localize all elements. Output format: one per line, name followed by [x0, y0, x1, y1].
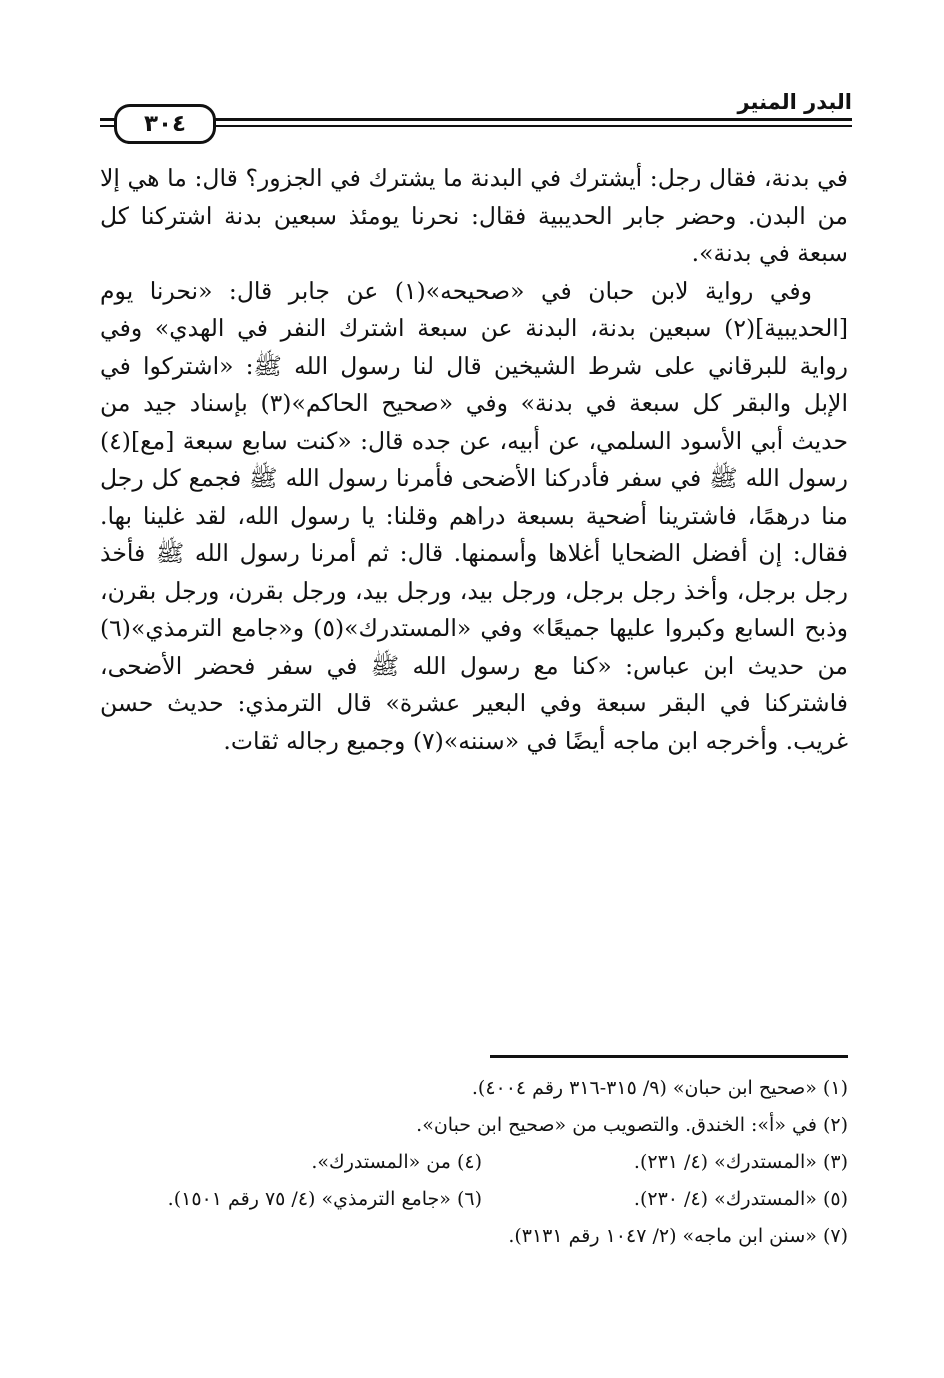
footnote-2: (٢) في «أ»: الخندق. والتصويب من «صحيح ابن حبان».	[416, 1114, 848, 1136]
page-header	[100, 88, 852, 140]
footnote-row-3-4	[100, 1144, 848, 1181]
footnote-5: (٥) «المستدرك» (٤/ ٢٣٠).	[633, 1188, 848, 1210]
book-title: البدر المنير	[737, 90, 852, 114]
paragraph-1: في بدنة، فقال رجل: أيشترك في البدنة ما يشترك في الجزور؟ قال: ما هي إلا من البدن. وحضر جابر الحديبية فقال: نحرنا يومئذ سبعين بدنة اشتركنا كل سبعة في بدنة».	[100, 164, 848, 267]
paragraph-2: وفي رواية لابن حبان في «صحيحه»(١) عن جابر قال: «نحرنا يوم [الحديبية](٢) سبعين بدنة، البدنة عن سبعة اشترك النفر في الهدي» وفي رواية للبرقاني على شرط الشيخين قال لنا رسول الله ﷺ: «اشتركوا في الإبل والبقر كل سبعة في بدنة» وفي «صحيح الحاكم»(٣) بإسناد جيد من حديث أبي الأسود السلمي، عن أبيه، عن جده قال: «كنت سابع سبعة [مع](٤) رسول الله ﷺ في سفر فأدركنا الأضحى فأمرنا رسول الله ﷺ فجمع كل رجل منا درهمًا، فاشترينا أضحية بسبعة دراهم وقلنا: يا رسول الله، لقد غلينا بها. فقال: إن أفضل الضحايا أغلاها وأسمنها. قال: ثم أمرنا رسول الله ﷺ فأخذ رجل برجل، وأخذ رجل برجل، ورجل بيد، ورجل بيد، ورجل بقرن، ورجل بقرن، وذبح السابع وكبروا عليها جميعًا» وفي «المستدرك»(٥) و«جامع الترمذي»(٦) من حديث ابن عباس: «كنا مع رسول الله ﷺ في سفر فحضر الأضحى، فاشتركنا في البقر سبعة وفي البعير عشرة» قال الترمذي: حديث حسن غريب. وأخرجه ابن ماجه أيضًا في «سننه»(٧) وجميع رجاله ثقات.	[100, 276, 849, 755]
footnote-separator	[490, 1055, 848, 1058]
footnote-7: (٧) «سنن ابن ماجه» (٢/ ١٠٤٧ رقم ٣١٣١).	[508, 1225, 848, 1247]
footnote-4: (٤) من «المستدرك».	[311, 1151, 482, 1173]
footnote-6: (٦) «جامع الترمذي» (٤/ ٧٥ رقم ١٥٠١).	[167, 1188, 482, 1210]
footnotes	[100, 1070, 848, 1255]
footnote-row-5-6	[100, 1181, 848, 1218]
page-number: ٣٠٤	[114, 104, 216, 144]
footnote-3: (٣) «المستدرك» (٤/ ٢٣١).	[633, 1151, 848, 1173]
footnote-1: (١) «صحيح ابن حبان» (٩/ ٣١٥-٣١٦ رقم ٤٠٠٤).	[471, 1077, 848, 1099]
main-text	[100, 160, 848, 760]
